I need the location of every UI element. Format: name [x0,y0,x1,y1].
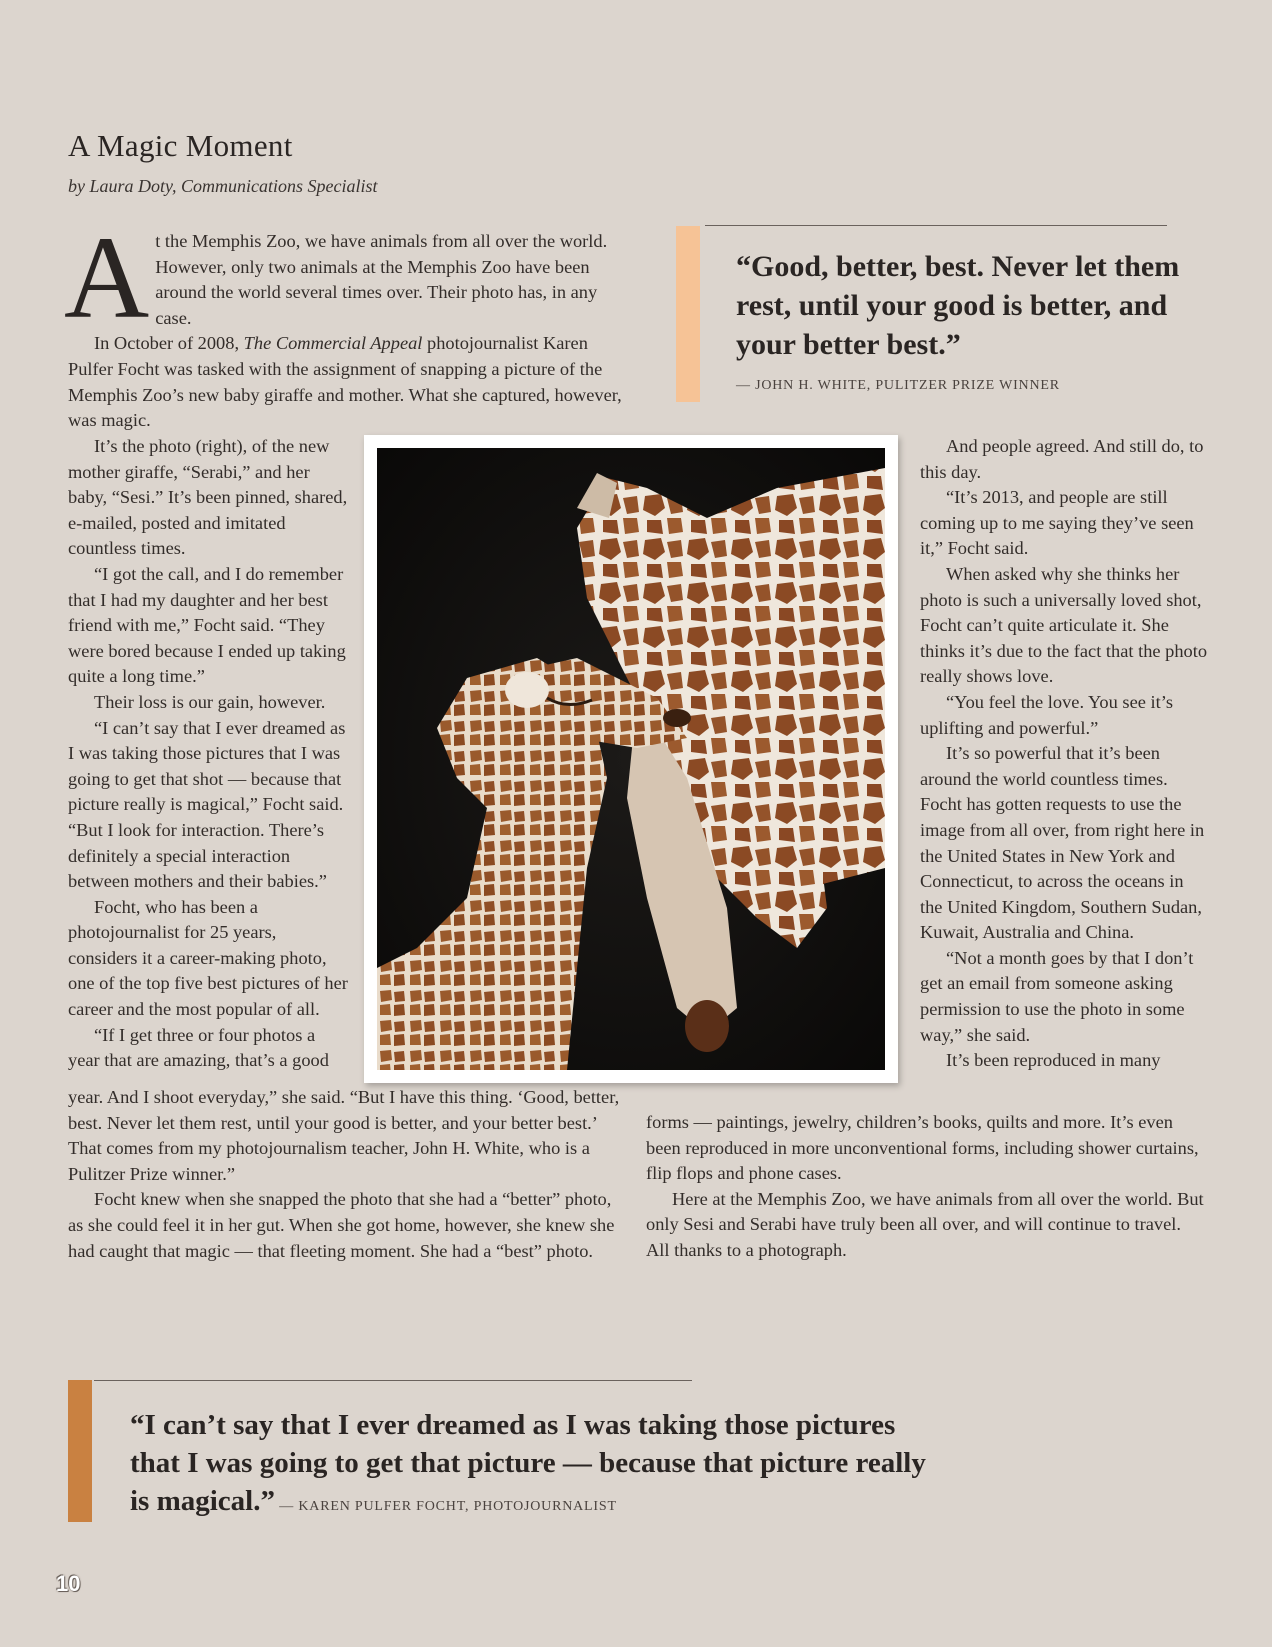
giraffe-photo [377,448,885,1070]
right-bottom-column [646,1110,1206,1264]
left-column [68,434,350,1074]
paragraph: It’s the photo (right), of the new mother giraffe, “Serabi,” and her baby, “Sesi.” It’s been pinned, shared, e-mailed, posted and imitated countless times. [68,436,348,559]
pullquote-bottom [130,1406,930,1526]
paragraph: year. And I shoot everyday,” she said. “But I have this thing. ‘Good, better, best. Never let them rest, until your good is better, and your better best.’ That comes from my photojournalism teacher, John H. White, who is a Pulitzer Prize winner.” [68,1087,620,1184]
pullquote-top-attribution: — JOHN H. WHITE, PULITZER PRIZE WINNER [736,378,1060,393]
paragraph-text: photojournalist Karen Pulfer Focht was tasked with the assignment of snapping a picture of the Memphis Zoo’s new baby giraffe and mother. What she captured, however, was magic. [68,333,622,431]
right-column [920,434,1210,1074]
publication-name: The Commercial Appeal [243,333,423,354]
pullquote-top: “Good, better, best. Never let them rest, until your good is better, and your better best.” [736,250,1180,361]
paragraph-text: In October of 2008, [94,333,244,354]
paragraph: When asked why she thinks her photo is such a universally loved shot, Focht can’t quite articulate it. She thinks it’s due to the fact that the photo really shows love. [920,563,1208,687]
paragraph: Focht, who has been a photojournalist for 25 years, considers it a career-making photo, one of the top five best pictures of her career and the most popular of all. [68,896,348,1020]
pullquote-rule [705,225,1167,226]
paragraph: forms — paintings, jewelry, children’s books, quilts and more. It’s even been reproduced in more unconventional forms, including shower curtains, flip flops and phone cases. [646,1112,1199,1184]
pullquote-bottom-attribution: — KAREN PULFER FOCHT, PHOTOJOURNALIST [275,1499,617,1514]
paragraph [68,331,630,433]
paragraph: “Not a month goes by that I don’t get an email from someone asking permission to use the photo in some way,” she said. [920,947,1194,1045]
paragraph: It’s so powerful that it’s been around the world countless times. Focht has gotten requests to use the image from all over, from right here in the United States in New York and Connecticut, to across the oceans in the United Kingdom, Southern Sudan, Kuwait, Australia and China. [920,743,1205,943]
pullquote-accent-bar [676,226,700,402]
paragraph: “It’s 2013, and people are still coming up to me saying they’ve seen it,” Focht said. [920,487,1194,559]
article-title: A Magic Moment [68,128,293,163]
pullquote-bottom-text: “I can’t say that I ever dreamed as I was taking those pictures that I was going to get that picture — because that picture really is magical.” [130,1409,926,1517]
paragraph: Here at the Memphis Zoo, we have animals from all over the world. But only Sesi and Serabi have truly been all over, and will continue to travel. All thanks to a photograph. [646,1188,1204,1260]
pullquote-accent-bar [68,1380,92,1522]
paragraph: Focht knew when she snapped the photo that she had a “better” photo, as she could feel it in her gut. When she got home, however, she knew she had caught that magic — that fleeting moment. She had a “best” photo. [68,1189,615,1261]
paragraph: And people agreed. And still do, to this day. [920,436,1204,482]
paragraph: “I got the call, and I do remember that I had my daughter and her best friend with me,” Focht said. “They were bored because I ended up taking quite a long time.” [68,563,346,687]
page-number: 10 [56,1571,81,1596]
photo-frame [364,435,898,1083]
paragraph: It’s been reproduced in many [946,1050,1161,1071]
paragraph: Their loss is our gain, however. [94,691,326,712]
paragraph: “You feel the love. You see it’s uplifting and powerful.” [920,691,1173,738]
paragraph: t the Memphis Zoo, we have animals from all over the world. However, only two animals at the Memphis Zoo have been around the world several times over. Their photo has, in any case. [155,231,608,328]
pullquote-rule [94,1380,692,1381]
article-byline: by Laura Doty, Communications Specialist [68,176,378,196]
paragraph: “If I get three or four photos a year that are amazing, that’s a good [68,1024,329,1071]
giraffe-illustration [377,448,885,1070]
paragraph: “I can’t say that I ever dreamed as I was taking those pictures that I was going to get that shot — because that picture really is magical,” Focht said. “But I look for interaction. There’s definitely a special interaction between mothers and their babies.” [68,717,346,892]
left-bottom-column [68,1085,630,1264]
drop-cap: A [64,212,150,343]
article-intro [64,212,630,434]
